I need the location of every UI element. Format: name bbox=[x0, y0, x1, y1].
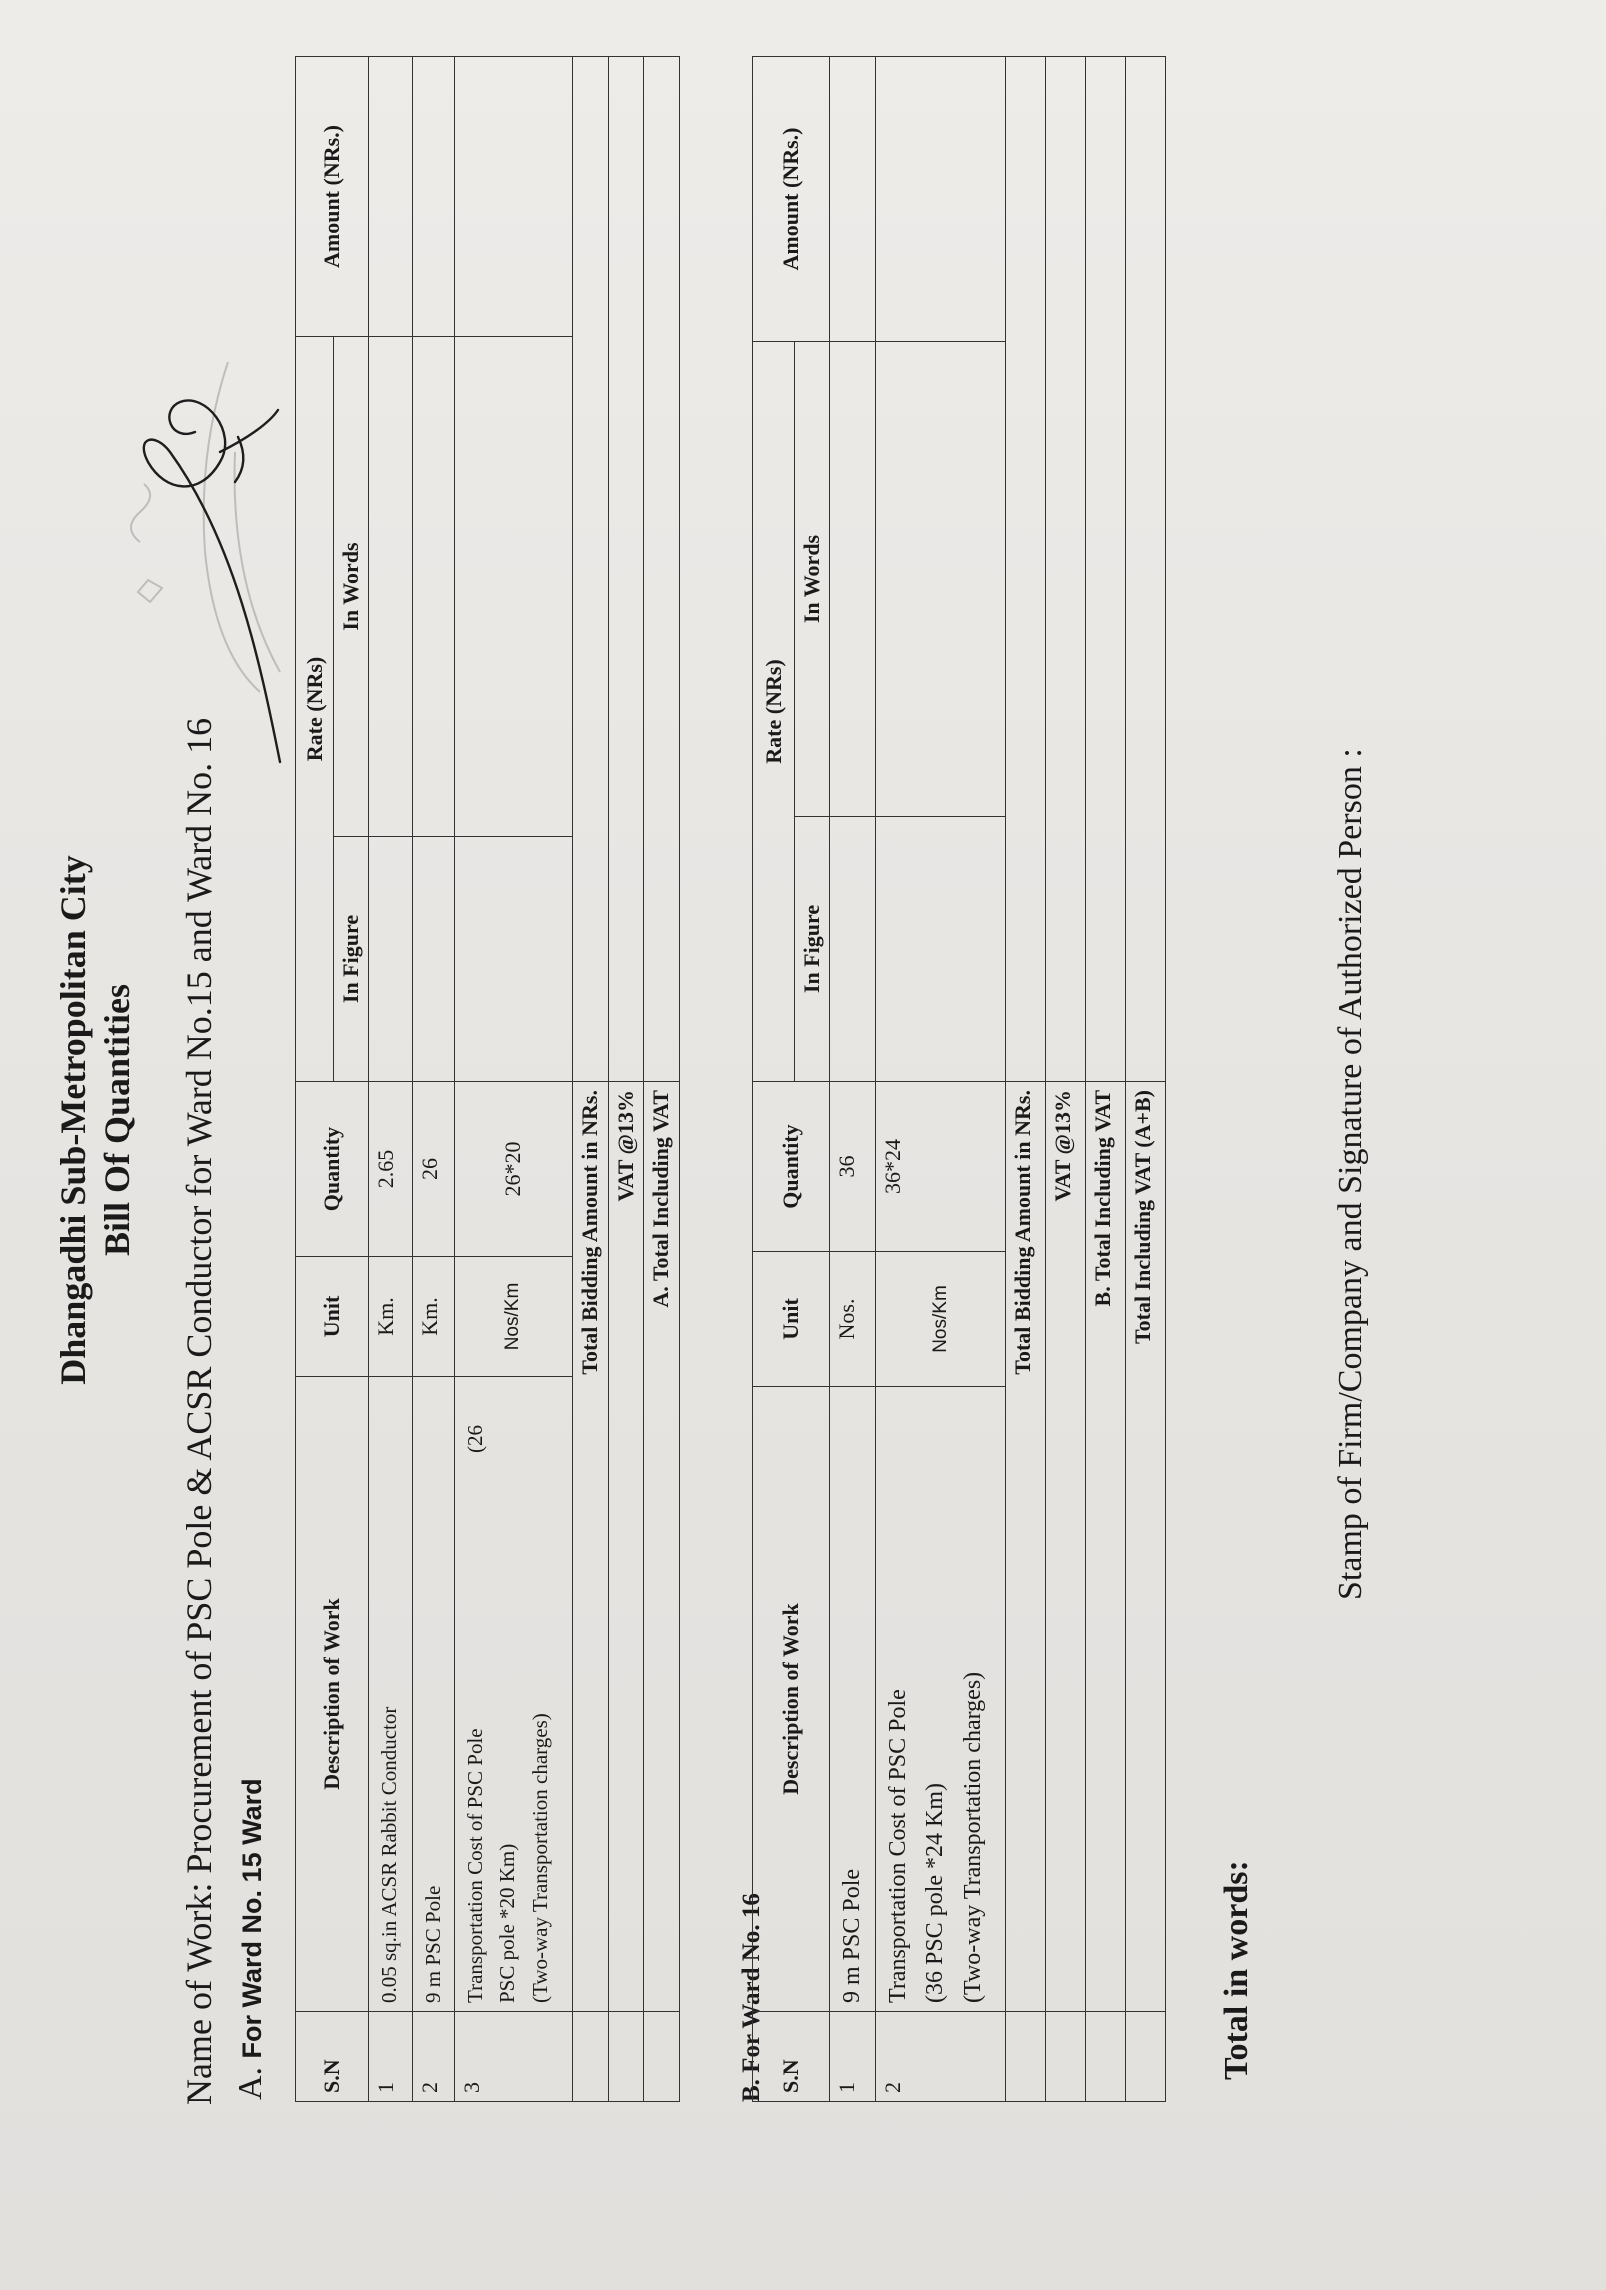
vat-value bbox=[1046, 57, 1086, 1082]
row-sn: 1 bbox=[830, 2012, 876, 2102]
total-in-words-label: Total in words: bbox=[1218, 1860, 1255, 2080]
col-in-words: In Words bbox=[334, 337, 369, 837]
row-quantity: 36 bbox=[830, 1082, 876, 1252]
row-rate-words bbox=[369, 337, 413, 837]
blank-cell bbox=[1126, 2012, 1166, 2102]
col-rate: Rate (NRs) bbox=[753, 342, 795, 1082]
col-unit: Unit bbox=[296, 1257, 369, 1377]
row-rate-figure bbox=[876, 817, 1006, 1082]
row-description bbox=[876, 1387, 1006, 2012]
total-incl-vat-row bbox=[643, 57, 679, 2102]
desc-line-3: (Two-way Transportation charges) bbox=[527, 1713, 552, 2003]
col-description: Description of Work bbox=[296, 1377, 369, 2012]
row-rate-words bbox=[454, 337, 572, 837]
blank-cell bbox=[608, 2012, 643, 2102]
total-incl-vat-value bbox=[1086, 57, 1126, 1082]
col-quantity: Quantity bbox=[753, 1082, 830, 1252]
total-incl-vat-label: A. Total Including VAT bbox=[643, 1082, 679, 2012]
row-amount bbox=[413, 57, 455, 337]
col-in-words: In Words bbox=[795, 342, 830, 817]
row-amount bbox=[369, 57, 413, 337]
col-in-figure: In Figure bbox=[334, 837, 369, 1082]
row-unit: Km. bbox=[369, 1257, 413, 1377]
col-in-figure: In Figure bbox=[795, 817, 830, 1082]
grand-total-label: Total Including VAT (A+B) bbox=[1126, 1082, 1166, 2012]
row-rate-figure bbox=[454, 837, 572, 1082]
grand-total-row bbox=[1126, 57, 1166, 2102]
row-unit: Nos/Km bbox=[454, 1257, 572, 1377]
row-amount bbox=[876, 57, 1006, 342]
work-name: Name of Work: Procurement of PSC Pole & ACSR Conductor for Ward No.15 and Ward No. 16 bbox=[179, 717, 219, 2105]
row-rate-words bbox=[830, 342, 876, 817]
section-a-heading bbox=[232, 1778, 270, 2100]
row-sn: 3 bbox=[454, 2012, 572, 2102]
desc-line-1: Transportation Cost of PSC Pole bbox=[885, 1689, 912, 2003]
row-sn: 2 bbox=[413, 2012, 455, 2102]
vat-value bbox=[608, 57, 643, 1082]
vat-row bbox=[1046, 57, 1086, 2102]
col-quantity: Quantity bbox=[296, 1082, 369, 1257]
row-rate-figure bbox=[369, 837, 413, 1082]
row-rate-figure bbox=[830, 817, 876, 1082]
blank-cell bbox=[643, 2012, 679, 2102]
desc-line-2: (36 PSC pole *24 Km) bbox=[922, 1782, 949, 2003]
table-row bbox=[454, 57, 572, 2102]
blank-cell bbox=[572, 2012, 608, 2102]
blank-cell bbox=[1006, 2012, 1046, 2102]
row-sn: 2 bbox=[876, 2012, 1006, 2102]
col-sn: S.N bbox=[296, 2012, 369, 2102]
row-amount bbox=[830, 57, 876, 342]
blank-cell bbox=[1046, 2012, 1086, 2102]
desc-paren: (26 bbox=[462, 1425, 487, 1453]
grand-total-value bbox=[1126, 57, 1166, 1082]
total-incl-vat-row bbox=[1086, 57, 1126, 2102]
desc-line-3: (Two-way Transportation charges) bbox=[959, 1671, 986, 2003]
row-rate-words bbox=[876, 342, 1006, 817]
table-row bbox=[369, 57, 413, 2102]
desc-line-2: PSC pole *20 Km) bbox=[495, 1843, 520, 2003]
desc-line-1: Transportation Cost of PSC Pole bbox=[462, 1728, 487, 2003]
total-bidding-label: Total Bidding Amount in NRs. bbox=[1006, 1082, 1046, 2012]
signature-stamp-image bbox=[110, 322, 310, 782]
row-unit: Nos/Km bbox=[876, 1252, 1006, 1387]
row-amount bbox=[454, 57, 572, 337]
col-sn: S.N bbox=[753, 2012, 830, 2102]
section-a-label: For Ward No. 15 Ward bbox=[237, 1778, 267, 2059]
stamp-signature-label: Stamp of Firm/Company and Signature of Authorized Person : bbox=[1332, 748, 1369, 1600]
row-quantity: 36*24 bbox=[876, 1082, 1006, 1252]
vat-label: VAT @13% bbox=[1046, 1082, 1086, 2012]
row-description bbox=[454, 1377, 572, 2012]
row-rate-figure bbox=[413, 837, 455, 1082]
ward-15-table bbox=[295, 56, 680, 2102]
total-bidding-row bbox=[572, 57, 608, 2102]
row-rate-words bbox=[413, 337, 455, 837]
vat-label: VAT @13% bbox=[608, 1082, 643, 2012]
organization-title: Dhangadhi Sub-Metropolitan City bbox=[53, 855, 93, 1385]
total-bidding-value bbox=[572, 57, 608, 1082]
ward-16-table bbox=[752, 56, 1166, 2102]
total-incl-vat-value bbox=[643, 57, 679, 1082]
total-bidding-label: Total Bidding Amount in NRs. bbox=[572, 1082, 608, 2012]
row-description: 0.05 sq.in ACSR Rabbit Conductor bbox=[369, 1377, 413, 2012]
row-description: 9 m PSC Pole bbox=[830, 1387, 876, 2012]
row-description: 9 m PSC Pole bbox=[413, 1377, 455, 2012]
col-rate: Rate (NRs) bbox=[296, 337, 334, 1082]
total-bidding-row bbox=[1006, 57, 1046, 2102]
table-row bbox=[413, 57, 455, 2102]
col-description: Description of Work bbox=[753, 1387, 830, 2012]
table-row bbox=[830, 57, 876, 2102]
row-quantity: 26 bbox=[413, 1082, 455, 1257]
total-incl-vat-label: B. Total Including VAT bbox=[1086, 1082, 1126, 2012]
row-unit: Nos. bbox=[830, 1252, 876, 1387]
section-a-prefix: A. bbox=[232, 2066, 269, 2100]
section-b-heading: B. For Ward No. 16 bbox=[738, 1893, 765, 2102]
document-title: Bill Of Quantities bbox=[97, 983, 137, 1257]
blank-cell bbox=[1086, 2012, 1126, 2102]
row-quantity: 26*20 bbox=[454, 1082, 572, 1257]
table-row bbox=[876, 57, 1006, 2102]
row-quantity: 2.65 bbox=[369, 1082, 413, 1257]
col-amount: Amount (NRs.) bbox=[753, 57, 830, 342]
row-unit: Km. bbox=[413, 1257, 455, 1377]
col-amount: Amount (NRs.) bbox=[296, 57, 369, 337]
col-unit: Unit bbox=[753, 1252, 830, 1387]
vat-row bbox=[608, 57, 643, 2102]
row-sn: 1 bbox=[369, 2012, 413, 2102]
total-bidding-value bbox=[1006, 57, 1046, 1082]
